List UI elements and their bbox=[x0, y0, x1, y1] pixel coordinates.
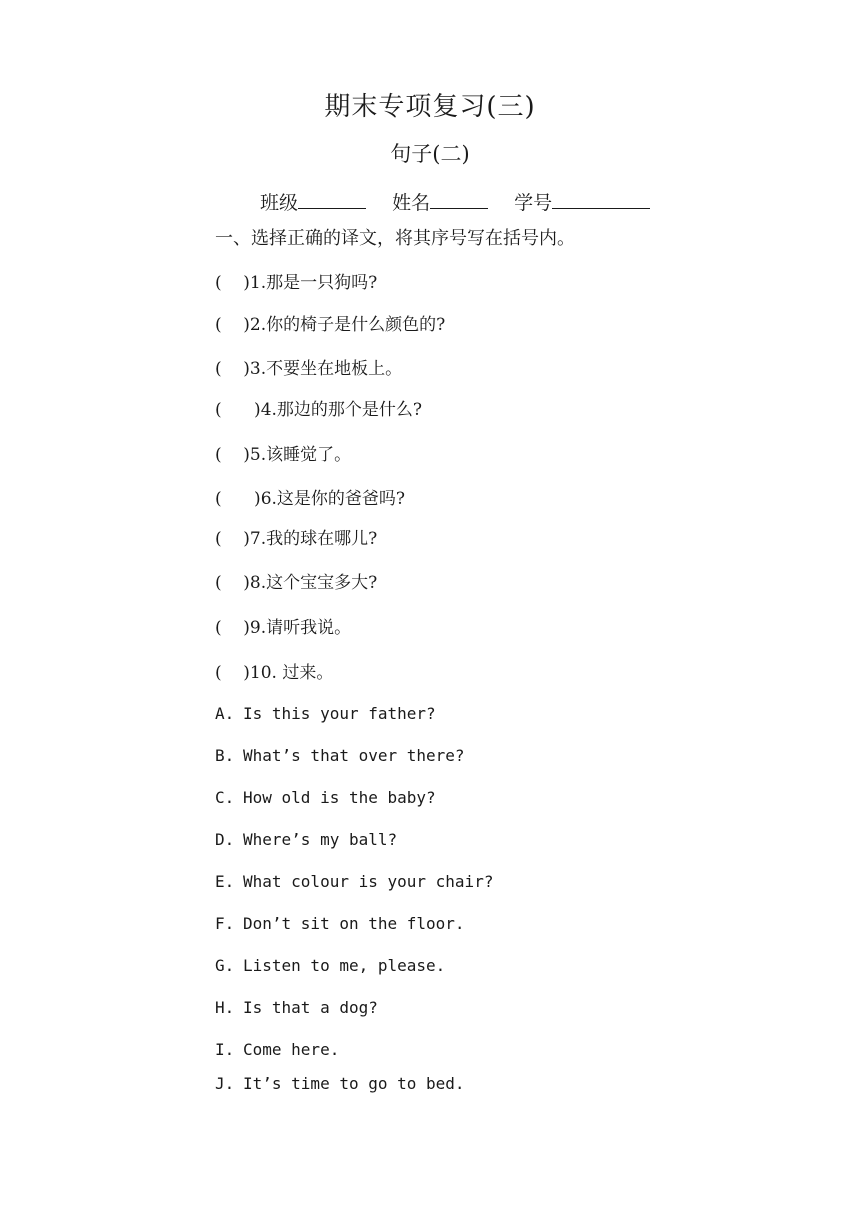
option-item bbox=[215, 998, 378, 1017]
name-label: 姓名 bbox=[392, 192, 431, 214]
answer-paren: ( ) bbox=[215, 489, 261, 509]
option-letter: H. bbox=[215, 998, 235, 1017]
option-text: How old is the baby? bbox=[243, 788, 436, 807]
answer-paren: ( ) bbox=[215, 445, 250, 465]
option-text: Where’s my ball? bbox=[243, 830, 398, 849]
answer-paren: ( ) bbox=[215, 663, 250, 683]
question-text: 3.不要坐在地板上。 bbox=[249, 359, 403, 379]
page-subtitle: 句子(二) bbox=[390, 142, 470, 166]
question-text: 9.请听我说。 bbox=[249, 618, 352, 638]
option-text: Is that a dog? bbox=[243, 998, 378, 1017]
question-item bbox=[215, 524, 377, 549]
option-text: What’s that over there? bbox=[243, 746, 465, 765]
question-text: 8.这个宝宝多大? bbox=[249, 573, 378, 593]
name-field bbox=[392, 188, 488, 215]
option-item bbox=[215, 872, 493, 891]
section-instruction: 一、选择正确的译文，将其序号写在括号内。 bbox=[215, 228, 575, 249]
option-text: Don’t sit on the floor. bbox=[243, 914, 465, 933]
question-text: 2.你的椅子是什么颜色的? bbox=[249, 315, 446, 335]
question-text: 10. 过来。 bbox=[249, 663, 334, 683]
question-item bbox=[215, 658, 333, 683]
question-item bbox=[215, 395, 422, 420]
question-item bbox=[215, 484, 405, 509]
option-letter: J. bbox=[215, 1074, 235, 1093]
answer-paren: ( ) bbox=[215, 315, 250, 335]
option-letter: G. bbox=[215, 956, 235, 975]
class-label: 班级 bbox=[260, 192, 299, 214]
number-blank bbox=[552, 190, 650, 209]
option-item bbox=[215, 788, 436, 807]
option-letter: B. bbox=[215, 746, 235, 765]
question-text: 1.那是一只狗吗? bbox=[249, 273, 378, 293]
option-text: It’s time to go to bed. bbox=[243, 1074, 465, 1093]
name-blank bbox=[430, 190, 488, 209]
option-item bbox=[215, 956, 445, 975]
page-title: 期末专项复习(三) bbox=[324, 92, 536, 122]
question-text: 5.该睡觉了。 bbox=[249, 445, 352, 465]
answer-paren: ( ) bbox=[215, 400, 261, 420]
option-item bbox=[215, 830, 397, 849]
question-item bbox=[215, 354, 402, 379]
option-item bbox=[215, 704, 436, 723]
question-text: 7.我的球在哪儿? bbox=[249, 529, 378, 549]
option-letter: E. bbox=[215, 872, 235, 891]
answer-paren: ( ) bbox=[215, 273, 250, 293]
option-letter: F. bbox=[215, 914, 235, 933]
option-item bbox=[215, 914, 465, 933]
option-text: Is this your father? bbox=[243, 704, 436, 723]
question-item bbox=[215, 613, 351, 638]
question-item bbox=[215, 440, 351, 465]
question-item bbox=[215, 310, 445, 335]
question-item bbox=[215, 268, 377, 293]
answer-paren: ( ) bbox=[215, 618, 250, 638]
answer-paren: ( ) bbox=[215, 359, 250, 379]
option-item bbox=[215, 746, 465, 765]
question-item bbox=[215, 568, 377, 593]
number-field bbox=[514, 188, 650, 215]
option-item bbox=[215, 1040, 339, 1059]
option-letter: C. bbox=[215, 788, 235, 807]
answer-paren: ( ) bbox=[215, 573, 250, 593]
class-field bbox=[260, 188, 366, 215]
question-text: 6.这是你的爸爸吗? bbox=[260, 489, 406, 509]
answer-paren: ( ) bbox=[215, 529, 250, 549]
option-item bbox=[215, 1074, 465, 1093]
option-text: Listen to me, please. bbox=[243, 956, 446, 975]
option-text: What colour is your chair? bbox=[243, 872, 494, 891]
question-text: 4.那边的那个是什么? bbox=[260, 400, 423, 420]
class-blank bbox=[298, 190, 366, 209]
option-letter: D. bbox=[215, 830, 235, 849]
number-label: 学号 bbox=[514, 192, 553, 214]
student-info-row bbox=[260, 188, 650, 215]
option-letter: I. bbox=[215, 1040, 235, 1059]
option-text: Come here. bbox=[243, 1040, 340, 1059]
option-letter: A. bbox=[215, 704, 235, 723]
